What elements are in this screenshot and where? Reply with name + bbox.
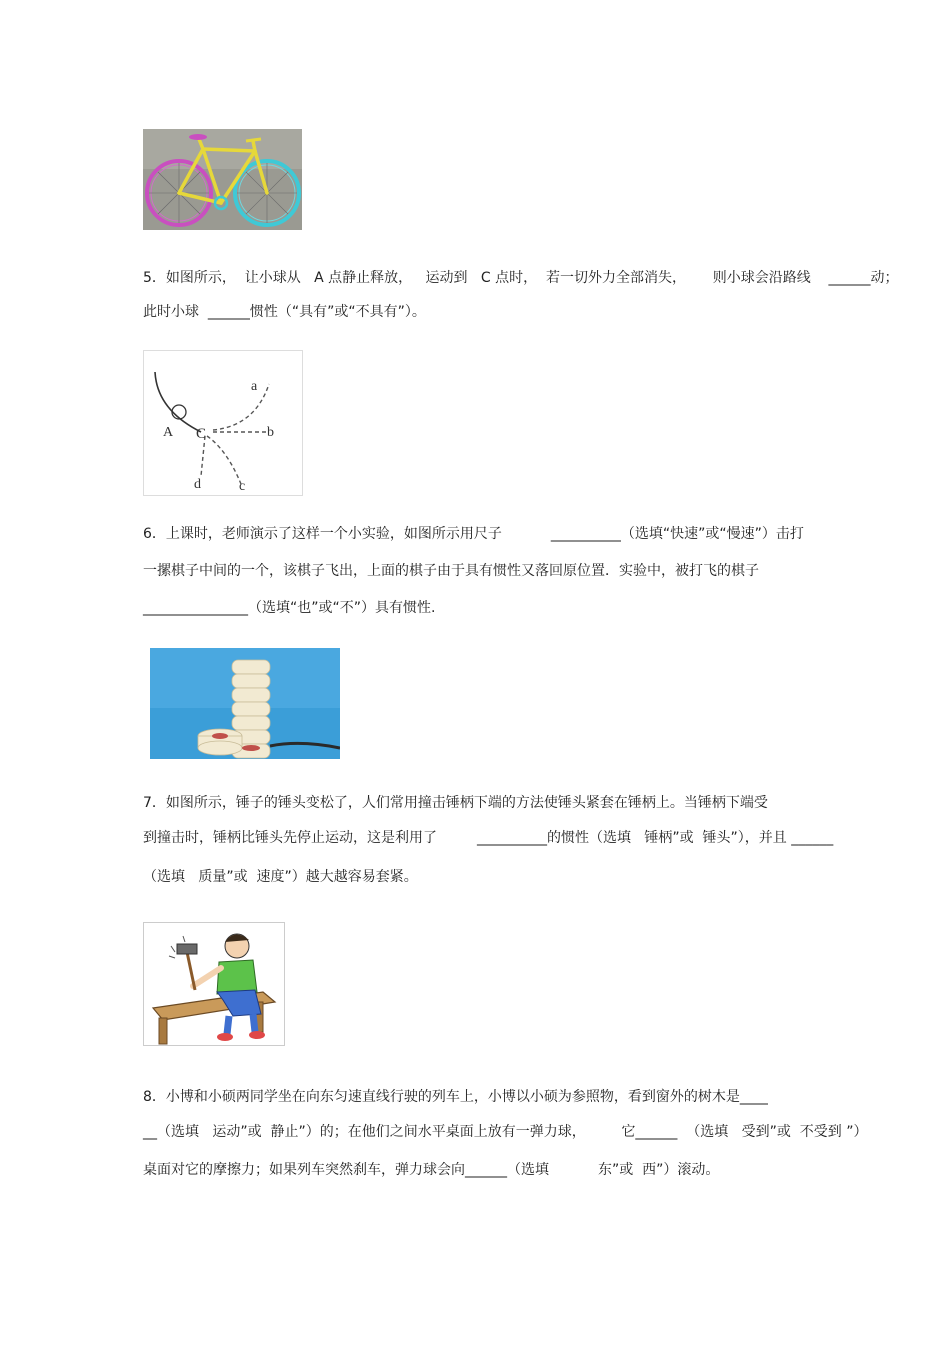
q8-line-1: 8．小博和小硕两同学坐在向东匀速直线行驶的列车上，小博以小硕为参照物，看到窗外的树木是____ [143,1089,768,1105]
q7-line-1: 7．如图所示，锤子的锤头变松了，人们常用撞击锤柄下端的方法使锤头紧套在锤柄上。当锤柄下端受 [143,795,768,811]
point-label-C: C [196,426,207,442]
chess-stack-figure [150,648,340,759]
bicycle-figure [143,129,302,230]
path-label-a: a [251,379,258,394]
hammer-image [143,922,285,1046]
q8-line-2: __（选填 运动”或 静止”）的；在他们之间水平桌面上放有一弹力球， 它______ （选填 受到”或 不受到 ”） [143,1124,868,1140]
path-label-d: d [194,477,201,492]
chess-stack-image [150,648,340,759]
q8-line-3: 桌面对它的摩擦力；如果列车突然刹车，弹力球会向______（选填 东”或 西”）滚动。 [143,1162,720,1178]
point-label-A: A [163,425,174,440]
ball-path-diagram [143,350,303,496]
q5-line-2: 此时小球 ______惯性（“具有”或“不具有”）。 [143,304,426,320]
q7-line-3: （选填 质量”或 速度”）越大越容易套紧。 [143,869,418,885]
bicycle-image [143,129,302,230]
q7-line-2: 到撞击时，锤柄比锤头先停止运动，这是利用了 __________的惯性（选填 锤柄”或 锤头”），并且 ______ [143,830,834,846]
q6-line-3: _______________（选填“也”或“不”）具有惯性. [143,600,436,616]
q5-line-1: 5．如图所示， 让小球从 A 点静止释放， 运动到 C 点时， 若一切外力全部消失， 则小球会沿路线 ______动； [143,270,899,286]
q6-line-2: 一摞棋子中间的一个，该棋子飞出，上面的棋子由于具有惯性又落回原位置．实验中，被打飞的棋子 [143,563,759,579]
path-label-b: b [267,425,274,440]
q6-line-1: 6．上课时，老师演示了这样一个小实验，如图所示用尺子 __________（选填“快速”或“慢速”）击打 [143,526,804,542]
path-label-c: c [239,479,246,494]
ball-path-figure [143,350,303,496]
hammer-figure [143,922,285,1046]
